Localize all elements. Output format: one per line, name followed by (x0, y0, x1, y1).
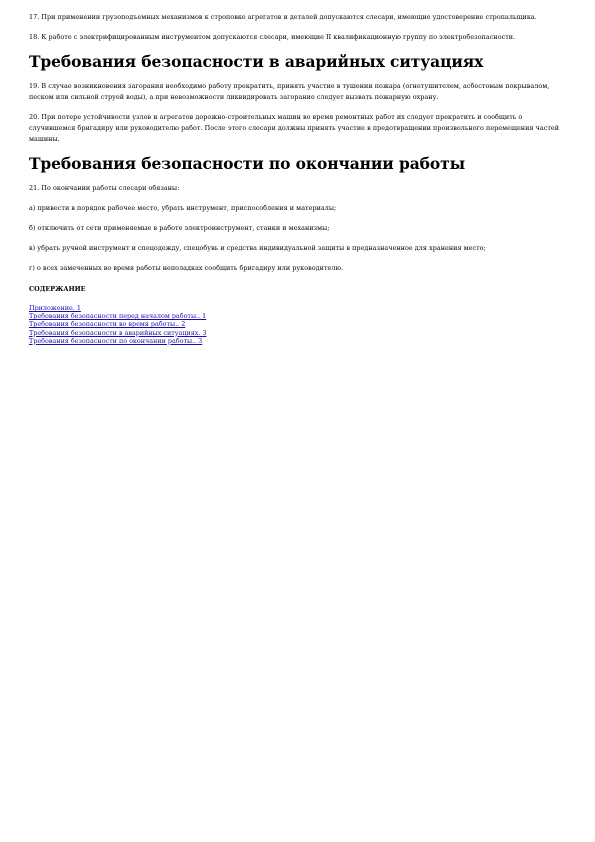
toc-item (29, 337, 569, 345)
paragraph-17: 17. При применении грузоподъемных механизмов к строповке агрегатов и деталей допускаются слесари, имеющие удостоверение стропальщика. (29, 13, 537, 21)
toc-link-end-of-work[interactable]: Требования безопасности по окончании работы.. 3 (29, 336, 203, 345)
paragraph-20: 20. При потере устойчивости узлов и агрегатов дорожно-строительных машин во время ремонтных работ их следует прекратить и сообщить о случившемся бригадиру или руководителю работ. После этого слесари должны принять участие в предотвращении произвольного перемещения частей машины. (29, 113, 560, 143)
paragraph-21-g: г) о всех замеченных во время работы неполадках сообщить бригадиру или руководителю. (29, 264, 344, 272)
toc-item (29, 304, 569, 312)
toc-item (29, 329, 569, 337)
document-page (29, 12, 569, 345)
table-of-contents (29, 304, 569, 345)
heading-emergency: Требования безопасности в аварийных ситуациях (29, 52, 484, 71)
paragraph-19: 19. В случае возникновения загорания необходимо работу прекратить, принять участие в тушении пожара (огнетушителем, асбестовым покрывалом, песком или сильной струей воды), а при невозможности ликвидировать загорание следует вызвать пожарную охрану. (29, 82, 550, 101)
toc-item (29, 312, 569, 320)
toc-link-emergency[interactable]: Требования безопасности в аварийных ситуациях. 3 (29, 328, 207, 337)
toc-item (29, 320, 569, 328)
toc-link-before-work[interactable]: Требования безопасности перед началом работы.. 1 (29, 312, 207, 321)
paragraph-21-b: б) отключить от сети применяемые в работе электроинструмент, станки и механизмы; (29, 224, 330, 232)
paragraph-18: 18. К работе с электрифицированным инструментом допускаются слесари, имеющие II квалификационную группу по электробезопасности. (29, 33, 516, 41)
heading-end-of-work: Требования безопасности по окончании работы (29, 154, 466, 173)
paragraph-21-v: в) убрать ручной инструмент и спецодежду, спецобувь и средства индивидуальной защиты в предназначенное для хранения место; (29, 244, 486, 252)
toc-link-during-work[interactable]: Требования безопасности во время работы.. 2 (29, 320, 186, 329)
toc-title: СОДЕРЖАНИЕ (29, 285, 86, 293)
paragraph-21-a: а) привести в порядок рабочее место, убрать инструмент, приспособления и материалы; (29, 204, 337, 212)
paragraph-21: 21. По окончании работы слесари обязаны: (29, 184, 180, 192)
toc-link-appendix[interactable]: Приложение. 1 (29, 304, 81, 312)
